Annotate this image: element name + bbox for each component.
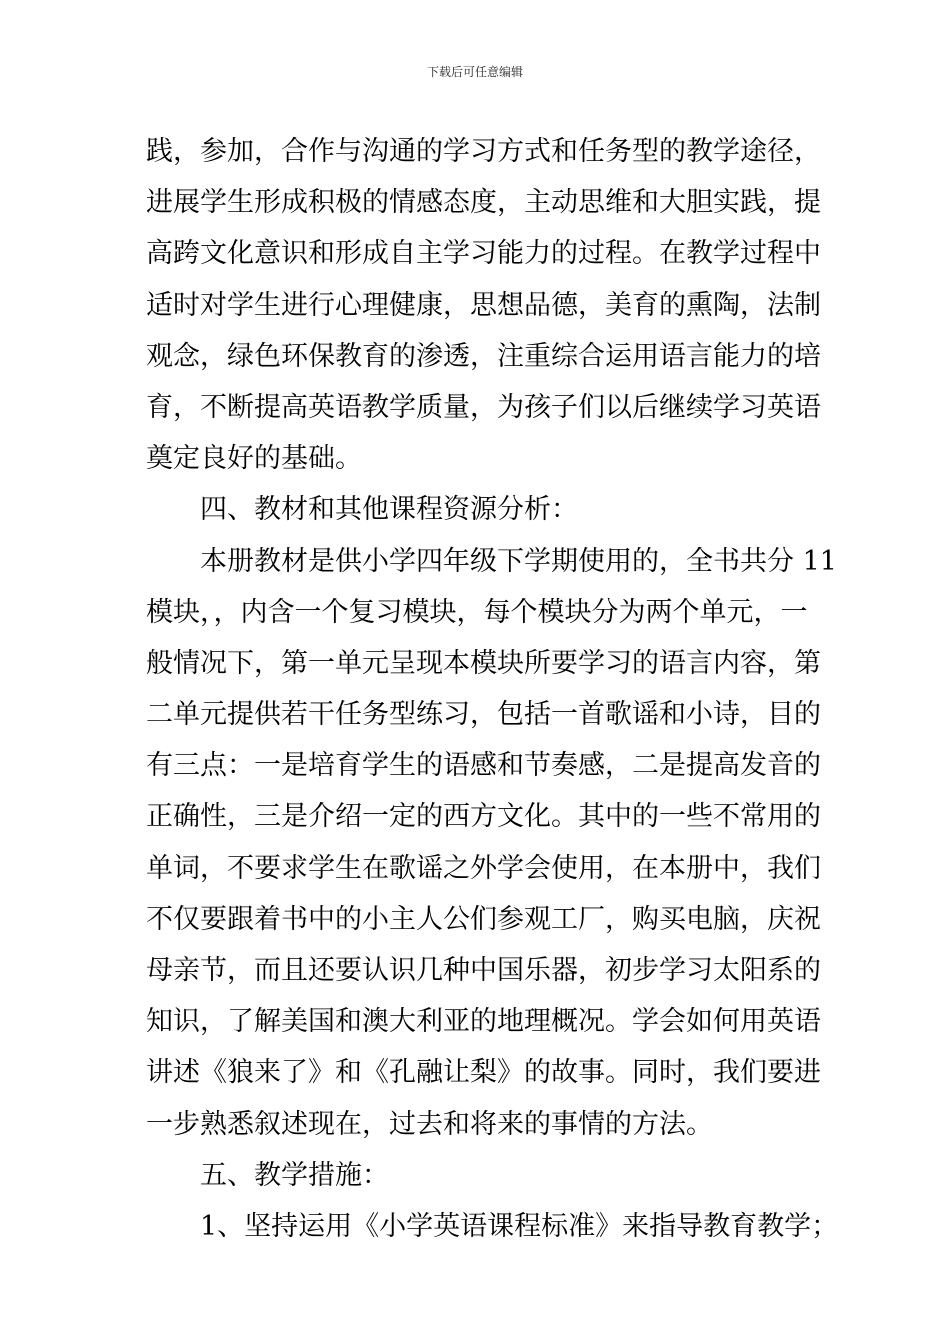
heading-text: 五、教学措施：	[200, 1159, 389, 1191]
paragraph	[146, 126, 821, 484]
text-line: 适时对学生进行心理健康，思想品德，美育的熏陶，法制	[146, 289, 821, 321]
text-line: 育，不断提高英语教学质量，为孩子们以后继续学习英语	[146, 391, 821, 423]
section-heading	[146, 484, 806, 535]
text-line: 本册教材是供小学四年级下学期使用的，全书共分 11	[200, 545, 837, 577]
text-line: 1、坚持运用《小学英语课程标准》来指导教育教学；	[200, 1210, 839, 1242]
page-header: 下载后可任意编辑	[426, 65, 523, 79]
text-line: 母亲节，而且还要认识几种中国乐器，初步学习太阳系的	[146, 955, 821, 986]
text-line: 知识，了解美国和澳大利亚的地理概况。学会如何用英语	[146, 1006, 821, 1038]
section-heading	[146, 1150, 806, 1201]
text-line: 进展学生形成积极的情感态度，主动思维和大胆实践，提	[146, 187, 821, 219]
paragraph	[146, 536, 837, 1150]
text-line: 不仅要跟着书中的小主人公们参观工厂，购买电脑，庆祝	[146, 903, 821, 935]
text-line: 奠定良好的基础。	[146, 443, 362, 475]
text-line: 践，参加，合作与沟通的学习方式和任务型的教学途径，	[146, 136, 821, 167]
list-item	[146, 1201, 839, 1252]
document-body	[146, 126, 839, 1252]
text-line: 般情况下，第一单元呈现本模块所要学习的语言内容，第	[146, 647, 821, 679]
text-line: 高跨文化意识和形成自主学习能力的过程。在教学过程中	[146, 238, 821, 270]
heading-text: 四、教材和其他课程资源分析：	[200, 494, 578, 526]
text-line: 模块，，内含一个复习模块，每个模块分为两个单元，一	[146, 596, 808, 628]
text-line: 单词，不要求学生在歌谣之外学会使用，在本册中，我们	[146, 852, 821, 884]
text-line: 有三点：一是培育学生的语感和节奏感，二是提高发音的	[146, 750, 821, 782]
text-line: 正确性，三是介绍一定的西方文化。其中的一些不常用的	[146, 801, 821, 833]
text-line: 观念，绿色环保教育的渗透，注重综合运用语言能力的培	[146, 340, 821, 372]
text-line: 讲述《狼来了》和《孔融让梨》的故事。同时，我们要进	[146, 1057, 821, 1089]
text-line: 二单元提供若干任务型练习，包括一首歌谣和小诗，目的	[146, 699, 821, 731]
text-line: 一步熟悉叙述现在，过去和将来的事情的方法。	[146, 1108, 713, 1140]
